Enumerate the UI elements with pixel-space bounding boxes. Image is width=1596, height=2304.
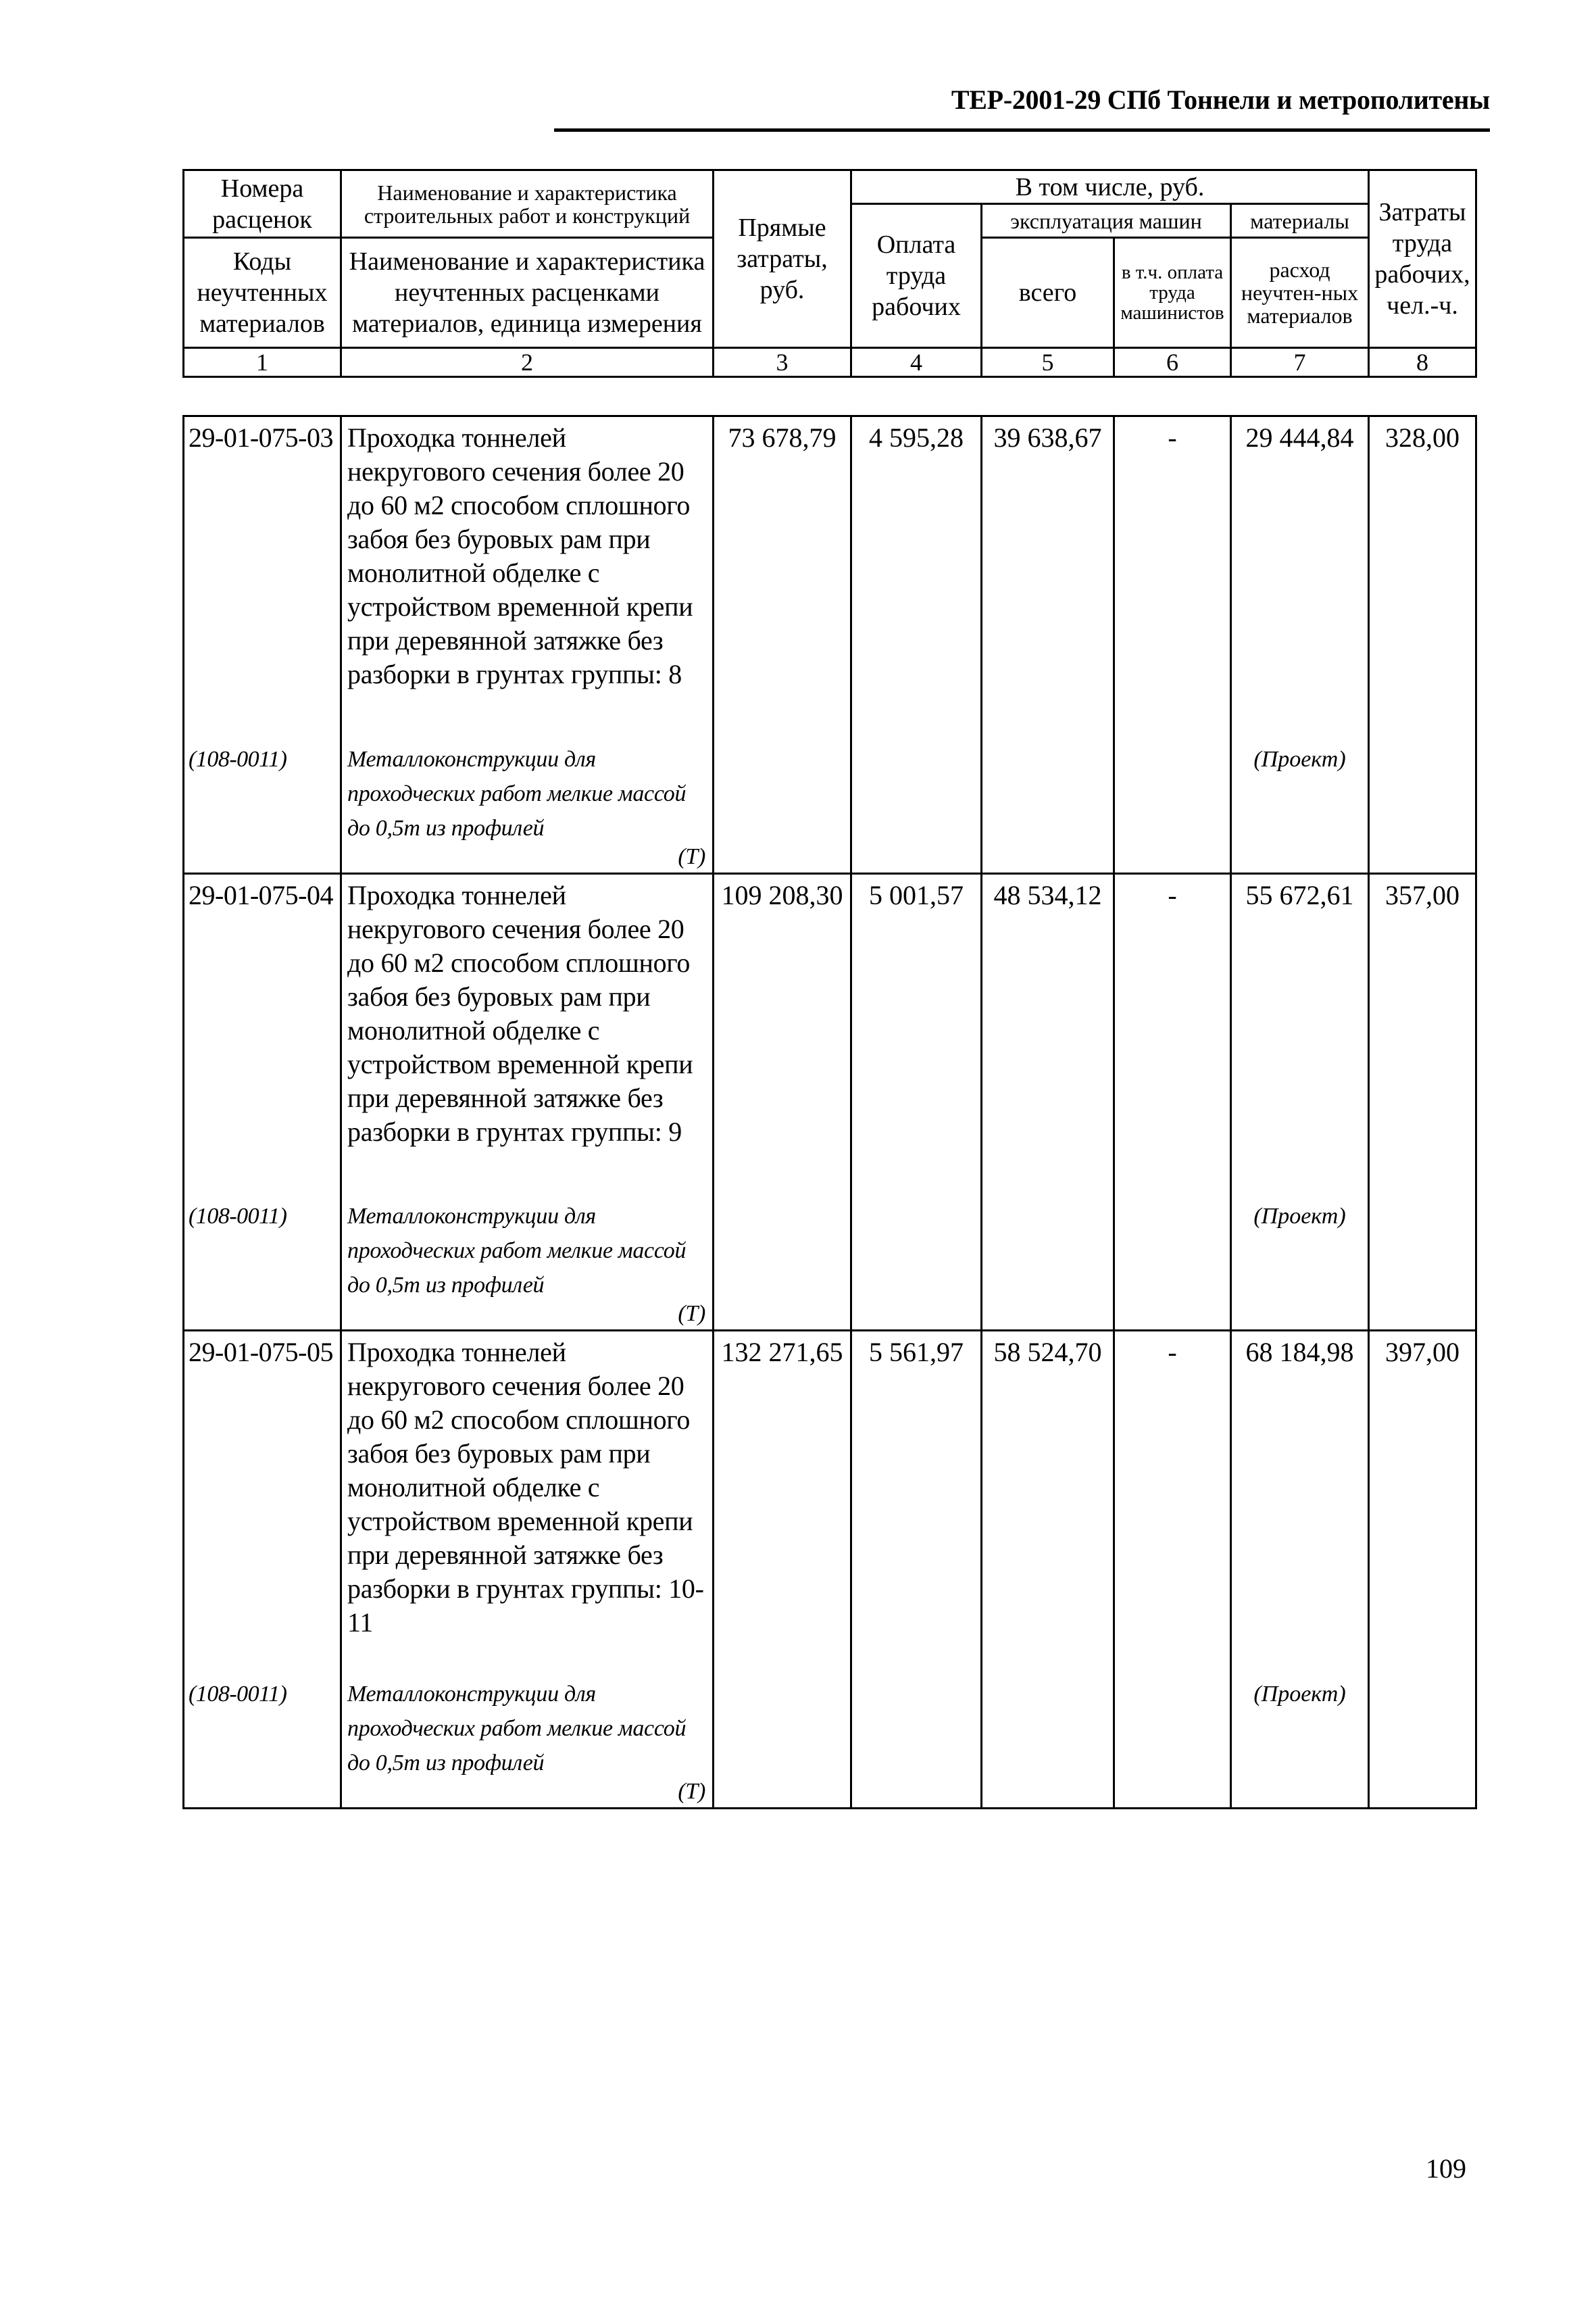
labor-hours: 397,00 [1369,1331,1476,1648]
material-row [184,1648,1476,1809]
header-col1-top: Номера расценок [184,170,341,238]
machines-labor: - [1114,1331,1231,1648]
rate-code: 29-01-075-04 [184,873,341,1171]
material-name: Металлоконструкции для проходческих работ мелкие массой до 0,5т из профилей [347,746,687,841]
material-unit: (Т) [678,843,705,869]
machines-total: 48 534,12 [982,873,1114,1171]
materials-cost: 29 444,84 [1231,416,1369,714]
col-number: 8 [1369,348,1476,377]
direct-cost: 132 271,65 [714,1331,851,1648]
material-code: (108-0011) [189,746,287,772]
material-row [184,714,1476,874]
header-col3: Прямые затраты, руб. [714,170,851,348]
machines-total: 58 524,70 [982,1331,1114,1648]
materials-cost: 68 184,98 [1231,1331,1369,1648]
header-col8: Затраты труда рабочих, чел.-ч. [1369,170,1476,348]
header-col2-top: Наименование и характеристика строительных работ и конструкций [341,170,714,238]
rate-name: Проходка тоннелей некругового сечения более 20 до 60 м2 способом сплошного забоя без буровых рам при монолитной обделке с устройством временной крепи при деревянной затяжке без разборки в грунтах группы: 9 [341,873,714,1171]
col-number: 6 [1114,348,1231,377]
labor-pay: 4 595,28 [851,416,982,714]
header-col2-bottom: Наименование и характеристика неучтенных расценками материалов, единица измерения [341,238,714,348]
col-number: 7 [1231,348,1369,377]
header-col5: всего [982,238,1114,348]
material-note: (Проект) [1253,746,1346,772]
material-name: Металлоконструкции для проходческих работ мелкие массой до 0,5т из профилей [347,1204,687,1298]
header-col7: расход неучтен-ных материалов [1231,238,1369,348]
material-note: (Проект) [1253,1204,1346,1229]
header-incl-group: В том числе, руб. [851,170,1369,204]
header-col1-bottom: Коды неучтенных материалов [184,238,341,348]
material-code: (108-0011) [189,1204,287,1229]
header-table [182,169,1477,378]
materials-cost: 55 672,61 [1231,873,1369,1171]
machines-labor: - [1114,416,1231,714]
col-number: 4 [851,348,982,377]
material-unit: (Т) [678,1301,705,1326]
col-number: 2 [341,348,714,377]
title-rule [554,128,1490,132]
machines-labor: - [1114,873,1231,1171]
header-machines-group: эксплуатация машин [982,204,1231,238]
header-col6: в т.ч. оплата труда машинистов [1114,238,1231,348]
rate-code: 29-01-075-05 [184,1331,341,1648]
rate-name: Проходка тоннелей некругового сечения более 20 до 60 м2 способом сплошного забоя без буровых рам при монолитной обделке с устройством временной крепи при деревянной затяжке без разборки в грунтах группы: 10-11 [341,1331,714,1648]
material-row [184,1171,1476,1331]
table-row [184,1331,1476,1648]
direct-cost: 109 208,30 [714,873,851,1171]
labor-pay: 5 001,57 [851,873,982,1171]
material-unit: (Т) [678,1778,705,1804]
labor-hours: 328,00 [1369,416,1476,714]
machines-total: 39 638,67 [982,416,1114,714]
col-number: 1 [184,348,341,377]
table-row [184,416,1476,714]
material-code: (108-0011) [189,1681,287,1707]
col-number: 3 [714,348,851,377]
direct-cost: 73 678,79 [714,416,851,714]
rate-name: Проходка тоннелей некругового сечения более 20 до 60 м2 способом сплошного забоя без буровых рам при монолитной обделке с устройством временной крепи при деревянной затяжке без разборки в грунтах группы: 8 [341,416,714,714]
page-number: 109 [1426,2153,1466,2184]
col-number: 5 [982,348,1114,377]
rates-table [182,415,1477,1809]
labor-pay: 5 561,97 [851,1331,982,1648]
material-name: Металлоконструкции для проходческих работ мелкие массой до 0,5т из профилей [347,1681,687,1775]
header-materials-group: материалы [1231,204,1369,238]
table-row [184,873,1476,1171]
header-col4: Оплата труда рабочих [851,204,982,348]
labor-hours: 357,00 [1369,873,1476,1171]
rate-code: 29-01-075-03 [184,416,341,714]
running-title: ТЕР-2001-29 СПб Тоннели и метрополитены [951,84,1490,115]
material-note: (Проект) [1253,1681,1346,1707]
